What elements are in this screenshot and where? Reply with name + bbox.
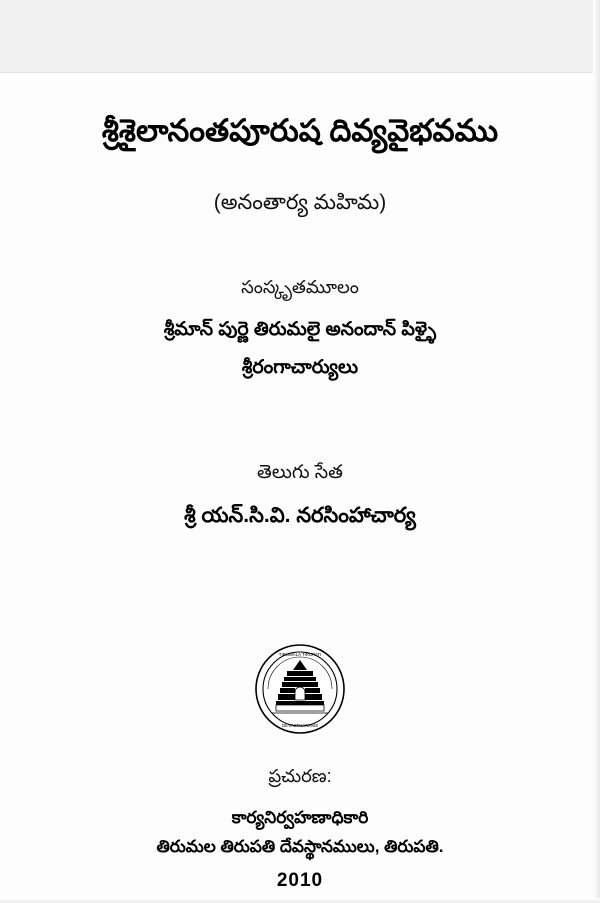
translation-credit-block bbox=[184, 462, 416, 533]
publisher-block bbox=[156, 763, 443, 896]
emblem-container bbox=[254, 643, 346, 735]
book-subtitle: (అనంతార్య మహిమ) bbox=[213, 190, 387, 214]
source-author-line-2: శ్రీరంగాచార్యులు bbox=[241, 356, 359, 378]
source-author-line-1: శ్రీమాన్ పుర్ణె తిరుమలై అనందాన్ పిళ్ళై bbox=[163, 319, 437, 341]
page-bottom-edge-shadow bbox=[0, 898, 600, 903]
source-credit-block bbox=[164, 272, 436, 384]
publisher-line-1: కార్యనిర్వహణాధికారి bbox=[231, 807, 369, 827]
book-title: శ్రీశైలానంతపూరుష దివ్యవైభవము bbox=[101, 113, 499, 148]
publisher-line-2: తిరుమల తిరుపతి దేవస్థానములు, తిరుపతి. bbox=[156, 836, 444, 856]
ttd-emblem-icon bbox=[254, 643, 346, 735]
svg-text:DEVASTHANAMS: DEVASTHANAMS bbox=[281, 722, 319, 728]
publisher-label: ప్రచురణ: bbox=[268, 765, 332, 786]
source-label: సంస్కృతమూలం bbox=[241, 276, 359, 297]
svg-text:TIRUMALA TIRUPATI: TIRUMALA TIRUPATI bbox=[278, 651, 322, 657]
publication-year: 2010 bbox=[276, 870, 324, 892]
translation-label: తెలుగు సేత bbox=[257, 461, 343, 483]
translation-author: శ్రీ యన్.సి.వి. నరసింహాచార్య bbox=[184, 503, 416, 527]
